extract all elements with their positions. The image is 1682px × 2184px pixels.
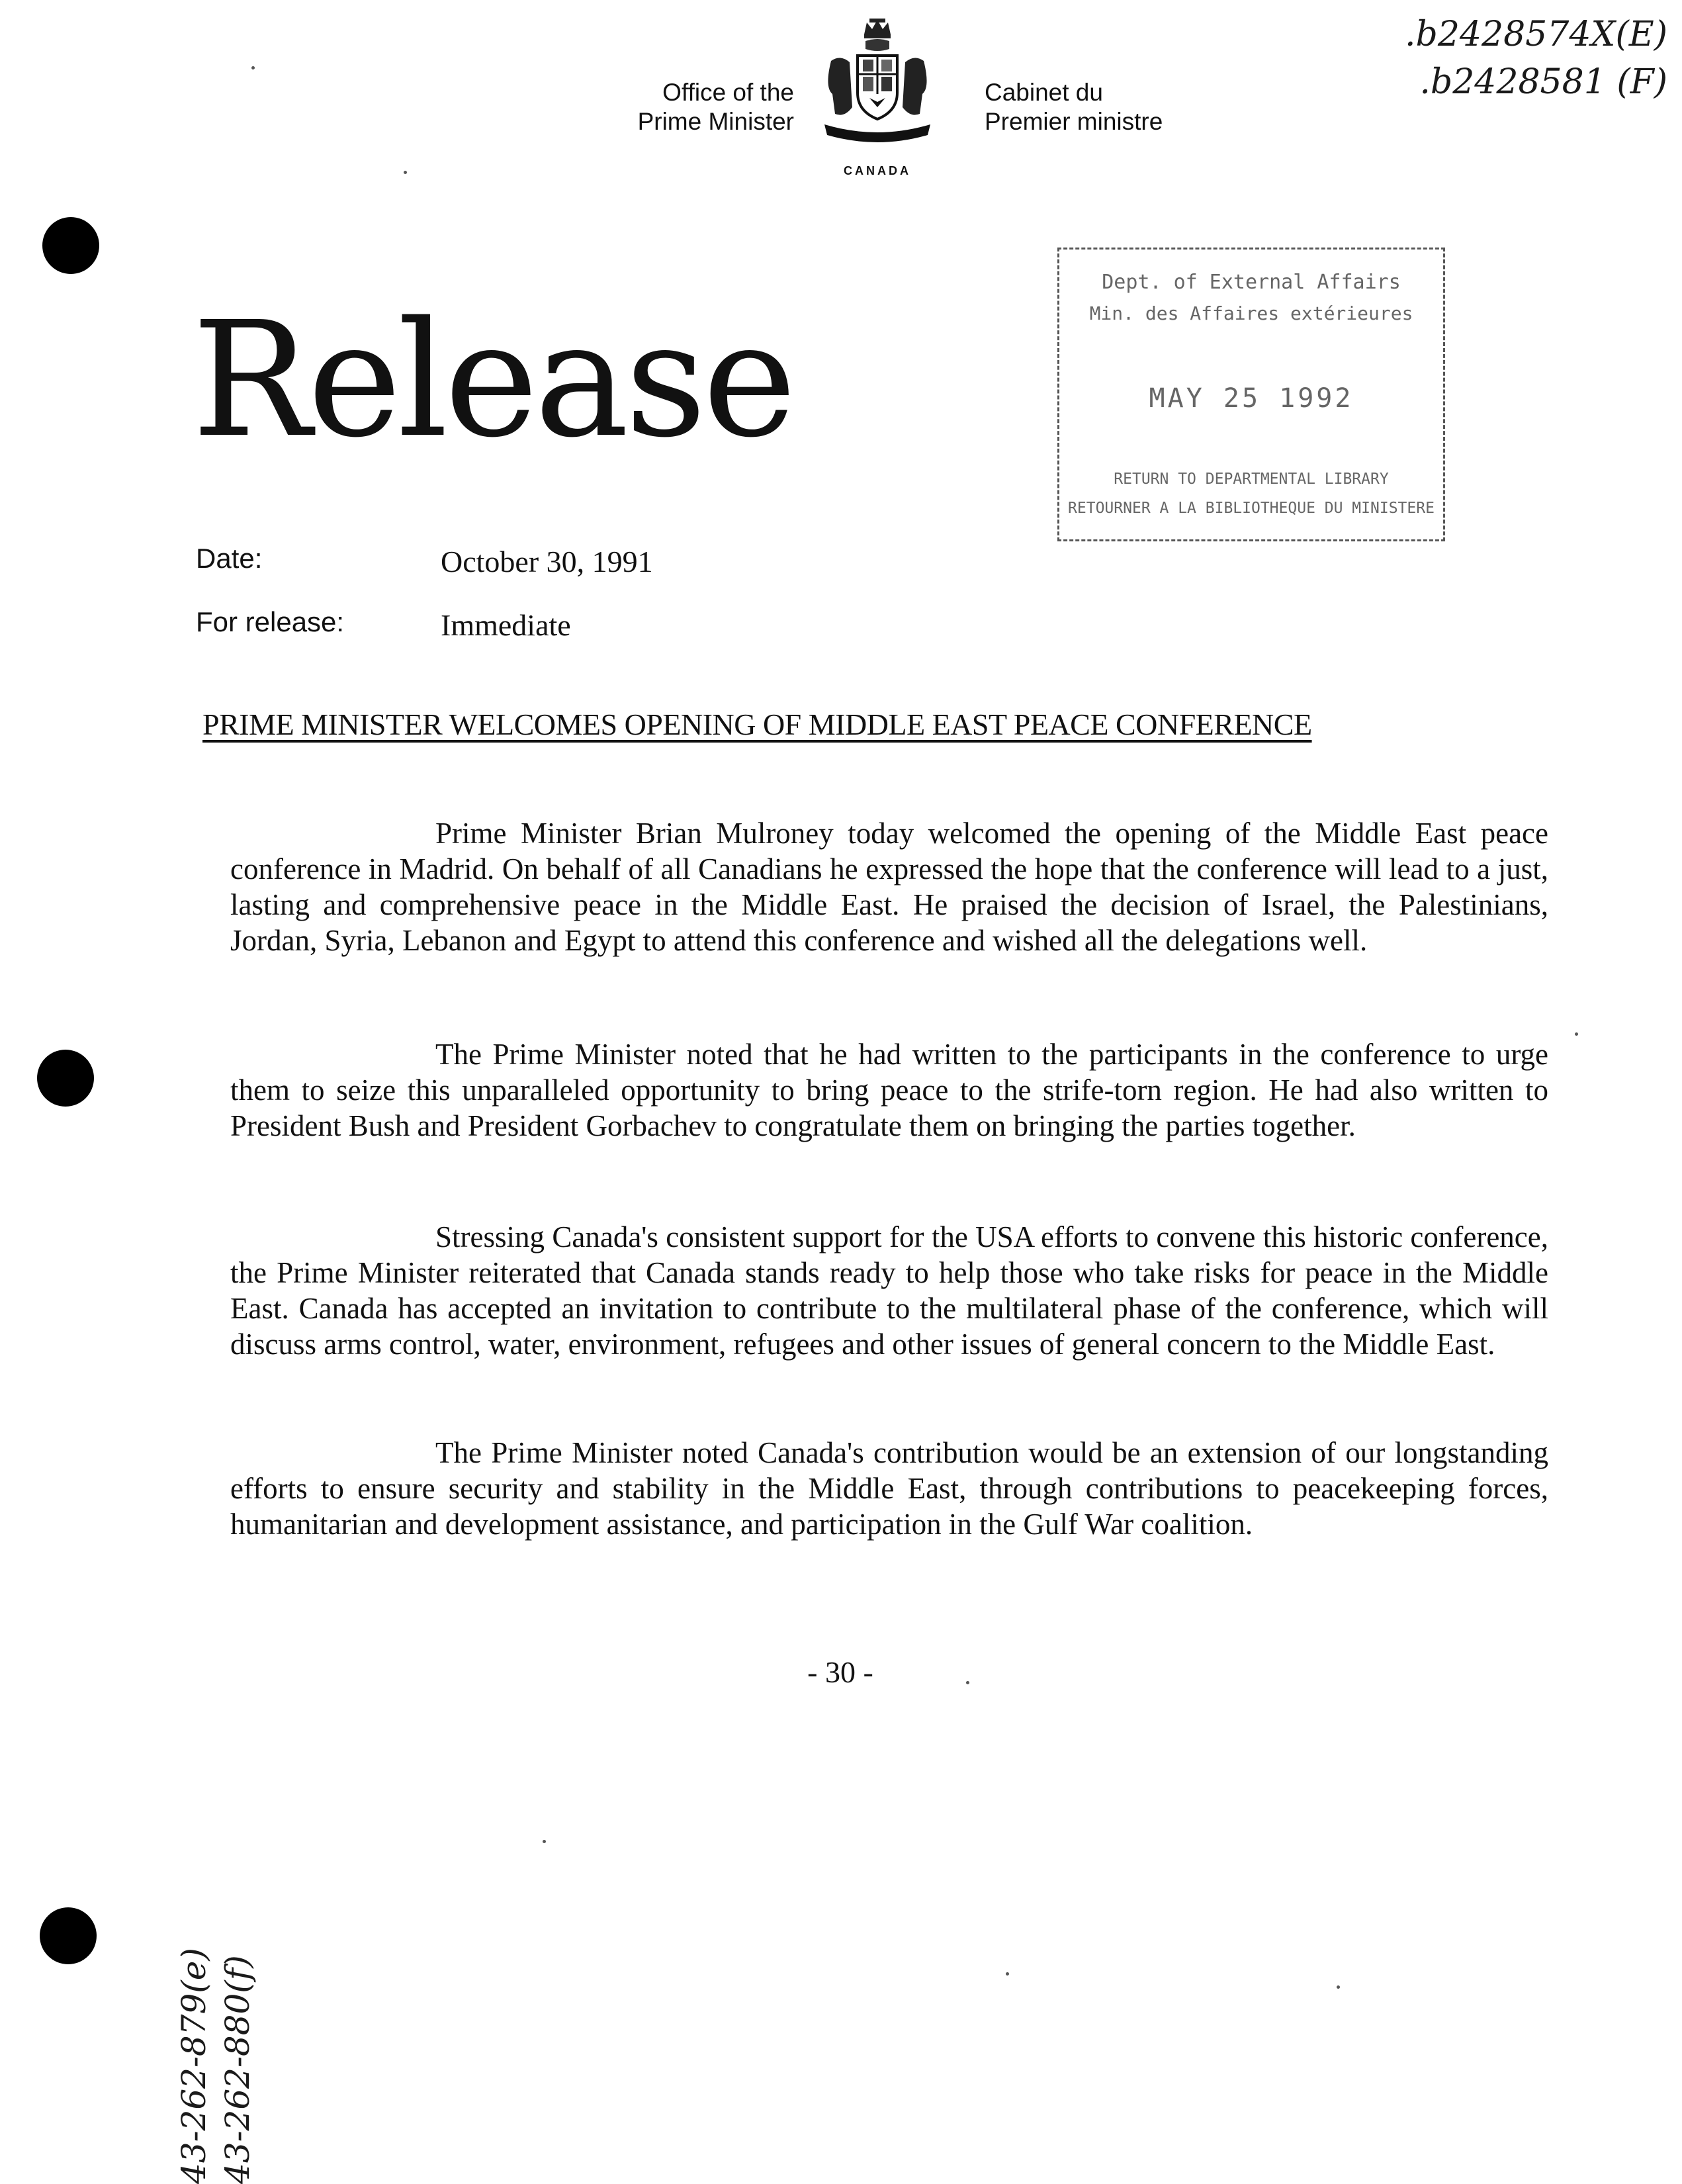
- stamp-return-note-french: RETOURNER A LA BIBLIOTHEQUE DU MINISTERE: [1068, 500, 1435, 517]
- body-paragraph: Stressing Canada's consistent support for the USA efforts to convene this historic conference, the Prime Minister reiterated that Canada stands ready to help those who take risks for peace in the Middle East. Canada has accepted an invitation to contribute to the multilateral phase of the conference, which will discuss arms control, water, environment, refugees and other issues of general concern to the Middle East.: [230, 1220, 1548, 1361]
- release-value: Immediate: [441, 608, 571, 642]
- date-label: Date:: [196, 543, 263, 574]
- body-paragraph: The Prime Minister noted Canada's contribution would be an extension of our longstanding efforts to ensure security and stability in the Middle East, through contributions to peacekeeping forces, humanitarian and development assistance, and participation in the Gulf War coalition.: [230, 1436, 1548, 1541]
- document-title: Release: [192, 287, 793, 473]
- office-line: Prime Minister: [637, 108, 794, 135]
- country-label: CANADA: [844, 164, 911, 177]
- office-name-english: [582, 78, 794, 136]
- scan-speck: [251, 66, 255, 69]
- punch-hole: [40, 1907, 97, 1964]
- stamp-date: MAY 25 1992: [1149, 383, 1354, 414]
- office-name-french: [985, 78, 1262, 136]
- scan-speck: [1337, 1985, 1340, 1989]
- stamp-department: Dept. of External Affairs: [1102, 271, 1401, 294]
- office-line: Cabinet du: [985, 79, 1103, 106]
- headline: PRIME MINISTER WELCOMES OPENING OF MIDDLE EAST PEACE CONFERENCE: [202, 707, 1312, 741]
- handwritten-reference-english: .b2428574X(E): [1405, 15, 1667, 54]
- body-paragraph: The Prime Minister noted that he had written to the participants in the conference to urge them to seize this unparalleled opportunity to bring peace to the strife-torn region. He had also written to President Bush and President Gorbachev to congratulate them on bringing the parties together.: [230, 1038, 1548, 1142]
- stamp-department-french: Min. des Affaires extérieures: [1089, 302, 1413, 324]
- office-line: Premier ministre: [985, 108, 1163, 135]
- file-code: 43-262-879(e): [175, 1948, 213, 2184]
- body-paragraph: Prime Minister Brian Mulroney today welcomed the opening of the Middle East peace conference in Madrid. On behalf of all Canadians he expressed the hope that the conference will lead to a just, lasting and comprehensive peace in the Middle East. He praised the decision of Israel, the Palestinians, Jordan, Syria, Lebanon and Egypt to attend this conference and wished all the delegations well.: [230, 817, 1548, 957]
- library-received-stamp: [1057, 248, 1445, 541]
- scan-speck: [1575, 1032, 1578, 1036]
- scan-speck: [1006, 1972, 1009, 1976]
- handwritten-reference-french: .b2428581 (F): [1419, 62, 1667, 102]
- office-line: Office of the: [662, 79, 794, 106]
- handwritten-file-codes: [172, 1813, 304, 2184]
- scan-speck: [966, 1681, 969, 1684]
- release-label: For release:: [196, 606, 345, 637]
- date-value: October 30, 1991: [441, 545, 653, 578]
- punch-hole: [42, 217, 99, 274]
- stamp-return-note: RETURN TO DEPARTMENTAL LIBRARY: [1114, 471, 1389, 488]
- scan-speck: [404, 171, 407, 174]
- file-code: 43-262-880(f): [218, 1955, 257, 2184]
- punch-hole: [37, 1050, 94, 1107]
- scan-speck: [543, 1840, 546, 1843]
- end-marker: - 30 -: [807, 1655, 873, 1689]
- canada-coat-of-arms-icon: [811, 15, 944, 154]
